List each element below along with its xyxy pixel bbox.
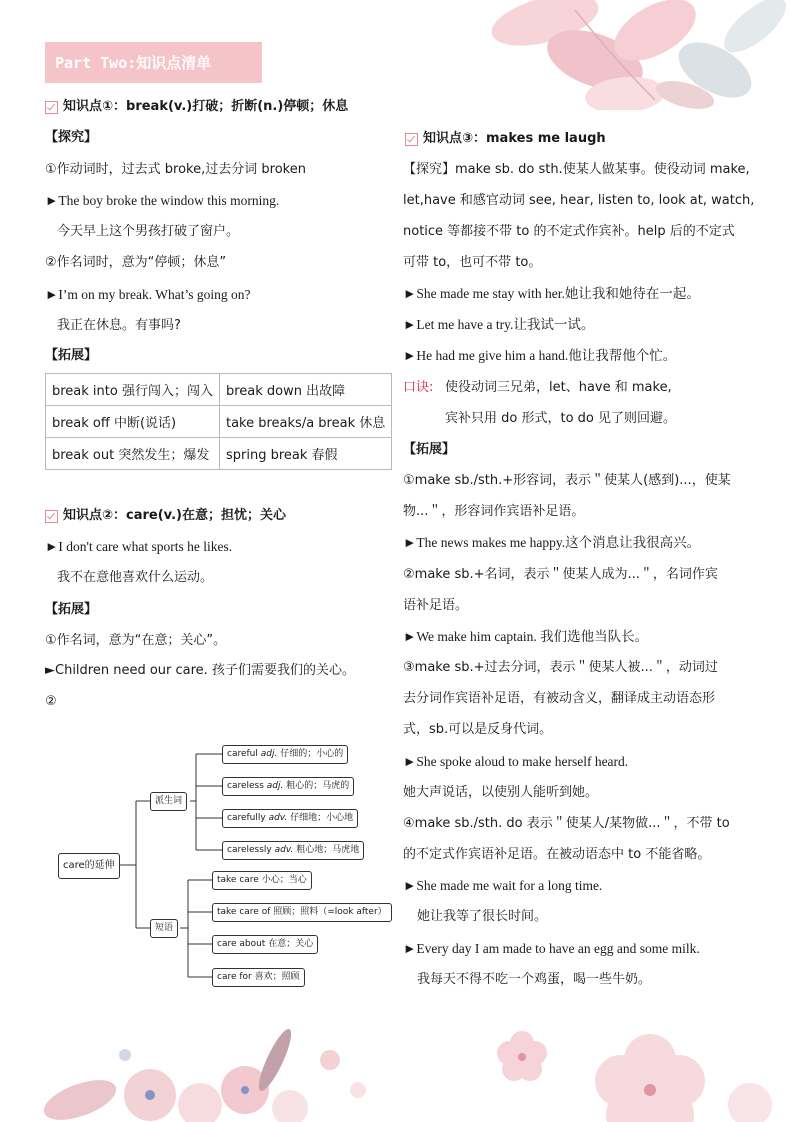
kp3-para-2: let,have 和感官动词 see, hear, listen to, look at, watch, xyxy=(403,193,755,208)
section-title: Part Two:知识点清单 xyxy=(55,54,212,72)
kp3-extend-line: ①make sb./sth.+形容词，表示＂使某人(感到)...，使某 xyxy=(403,473,731,488)
floral-decoration-top-right xyxy=(485,0,793,110)
mindmap-branch-derived: 派生词 xyxy=(150,792,187,811)
table-cell: break down 出故障 xyxy=(219,374,391,406)
kp3-extend-line: ►She made me wait for a long time. xyxy=(403,878,603,893)
kp1-title: 知识点①：break(v.)打破；折断(n.)停顿；休息 xyxy=(63,99,349,114)
kp3-extend-line: 去分词作宾语补足语，有被动含义，翻译成主动语态形 xyxy=(403,691,716,706)
kp1-line-3: 今天早上这个男孩打破了窗户。 xyxy=(57,224,240,239)
kp3-extend-line: ③make sb.+过去分词，表示＂使某人被...＂，动词过 xyxy=(403,660,718,675)
kp3-extend-line: ④make sb./sth. do 表示＂使某人/某物做...＂，不带 to xyxy=(403,816,730,831)
mindmap-derived-item: carelessly adv. 粗心地；马虎地 xyxy=(222,841,364,860)
kp3-extend-line: 式，sb.可以是反身代词。 xyxy=(403,722,553,737)
kp1-extend-label: 【拓展】 xyxy=(45,348,98,363)
table-cell: spring break 春假 xyxy=(219,438,391,470)
kp1-line-1: ①作动词时，过去式 broke,过去分词 broken xyxy=(45,162,306,177)
rhyme-line-2: 宾补只用 do 形式，to do 见了则回避。 xyxy=(445,411,676,426)
table-cell: break into 强行闯入；闯入 xyxy=(46,374,220,406)
kp3-para-1: 【探究】make sb. do sth.使某人做某事。使役动词 make, xyxy=(403,162,750,177)
table-cell: take breaks/a break 休息 xyxy=(219,406,391,438)
kp3-extend-line: ②make sb.+名词，表示＂使某人成为...＂，名词作宾 xyxy=(403,567,718,582)
kp3-extend-line: 她让我等了很长时间。 xyxy=(417,909,548,924)
kp3-title: 知识点③：makes me laugh xyxy=(423,131,606,146)
kp3-extend-line: ►She spoke aloud to make herself heard. xyxy=(403,754,629,769)
mindmap-derived-item: carefully adv. 仔细地；小心地 xyxy=(222,809,358,828)
kp3-example-3: ►He had me give him a hand.他让我帮他个忙。 xyxy=(403,348,677,363)
kp2-line-5: ② xyxy=(45,694,57,709)
table-cell: break out 突然发生；爆发 xyxy=(46,438,220,470)
kp1-line-4: ②作名词时，意为“停顿；休息” xyxy=(45,255,227,270)
mindmap-phrase-item: care about 在意；关心 xyxy=(212,935,318,954)
kp3-extend-label: 【拓展】 xyxy=(403,442,456,457)
kp1-line-5: ►I’m on my break. What’s going on? xyxy=(45,287,251,302)
kp3-para-4: 可带 to，也可不带 to。 xyxy=(403,255,542,270)
kp3-example-2: ►Let me have a try.让我试一试。 xyxy=(403,317,595,332)
kp3-extend-line: ►The news makes me happy.这个消息让我很高兴。 xyxy=(403,535,701,550)
kp3-extend-line: ►We make him captain. 我们选他当队长。 xyxy=(403,629,649,644)
mindmap-derived-item: careful adj. 仔细的；小心的 xyxy=(222,745,348,764)
kp3-para-3: notice 等都接不带 to 的不定式作宾补。help 后的不定式 xyxy=(403,224,735,239)
mindmap-branch-phrases: 短语 xyxy=(150,919,178,938)
kp2-line-3: ①作名词，意为“在意；关心”。 xyxy=(45,633,227,648)
mindmap-derived-item: careless adj. 粗心的；马虎的 xyxy=(222,777,354,796)
mindmap-phrase-item: take care 小心；当心 xyxy=(212,871,312,890)
checkbox-icon xyxy=(405,133,418,146)
kp1-explore-label: 【探究】 xyxy=(45,130,98,145)
rhyme-label: 口诀: xyxy=(403,380,434,395)
kp1-line-6: 我正在休息。有事吗? xyxy=(57,318,181,333)
kp3-extend-line: 语补足语。 xyxy=(403,598,469,613)
kp3-extend-line: 的不定式作宾语补足语。在被动语态中 to 不能省略。 xyxy=(403,847,711,862)
kp3-example-1: ►She made me stay with her.她让我和她待在一起。 xyxy=(403,286,700,301)
rhyme-line-1: 使役动词三兄弟，let、have 和 make, xyxy=(445,380,672,395)
kp2-line-4: ►Children need our care. 孩子们需要我们的关心。 xyxy=(45,663,355,678)
kp3-extend-line: 我每天不得不吃一个鸡蛋，喝一些牛奶。 xyxy=(417,972,652,987)
mindmap-root: care的延伸 xyxy=(58,853,120,879)
kp1-line-2: ►The boy broke the window this morning. xyxy=(45,193,280,208)
floral-decoration-bottom-left xyxy=(40,1020,380,1122)
mindmap-phrase-item: take care of 照顾；照料（=look after） xyxy=(212,903,392,922)
table-cell: break off 中断(说话) xyxy=(46,406,220,438)
kp2-line-1: ►I don't care what sports he likes. xyxy=(45,539,233,554)
kp3-extend-line: 物...＂，形容词作宾语补足语。 xyxy=(403,504,585,519)
kp2-line-2: 我不在意他喜欢什么运动。 xyxy=(57,570,214,585)
mindmap-phrase-item: care for 喜欢；照顾 xyxy=(212,968,305,987)
kp3-extend-line: ►Every day I am made to have an egg and some milk. xyxy=(403,941,700,956)
floral-decoration-bottom-right xyxy=(490,1025,793,1122)
kp3-extend-line: 她大声说话，以使别人能听到她。 xyxy=(403,785,599,800)
kp2-extend-label: 【拓展】 xyxy=(45,602,98,617)
kp2-title: 知识点②：care(v.)在意；担忧；关心 xyxy=(63,508,286,523)
